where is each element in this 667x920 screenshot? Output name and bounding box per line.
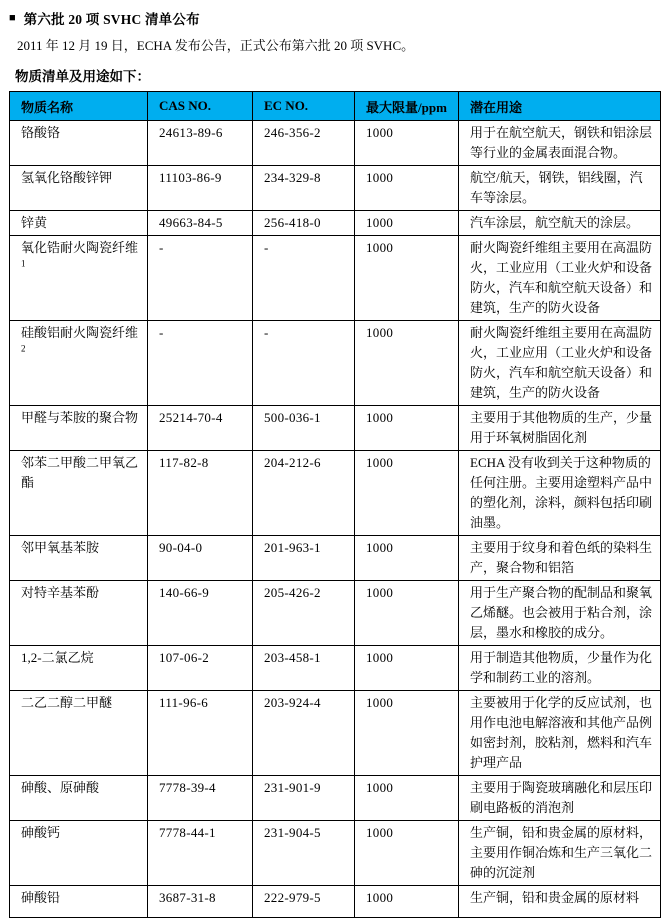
substance-row (10, 236, 661, 321)
ec-cell: 500-036-1 (253, 406, 355, 451)
cas-cell: 11103-86-9 (148, 166, 253, 211)
col-header-ec-no: EC NO. (253, 92, 355, 121)
cas-cell: 7778-44-1 (148, 821, 253, 886)
ec-cell: 231-904-5 (253, 821, 355, 886)
limit-cell: 1000 (355, 886, 459, 918)
col-header-substance-name: 物质名称 (10, 92, 148, 121)
use-cell: 汽车涂层，航空航天的涂层。 (459, 211, 661, 236)
limit-cell: 1000 (355, 776, 459, 821)
substance-row (10, 886, 661, 918)
substance-row (10, 581, 661, 646)
ec-cell: 205-426-2 (253, 581, 355, 646)
limit-cell: 1000 (355, 121, 459, 166)
substance-row (10, 821, 661, 886)
limit-cell: 1000 (355, 646, 459, 691)
ec-cell: 203-458-1 (253, 646, 355, 691)
ec-cell: 222-979-5 (253, 886, 355, 918)
cas-cell: 24613-89-6 (148, 121, 253, 166)
use-cell: ECHA 没有收到关于这种物质的任何注册。主要用途塑料产品中的塑化剂，涂料，颜料包括印刷油墨。 (459, 451, 661, 536)
list-subtitle: 物质清单及用途如下： (15, 69, 150, 84)
use-cell: 主要用于其他物质的生产，少量用于环氧树脂固化剂 (459, 406, 661, 451)
cas-cell: 117-82-8 (148, 451, 253, 536)
limit-cell: 1000 (355, 581, 459, 646)
footnote-marker: 2 (21, 343, 26, 354)
substance-row (10, 166, 661, 211)
substance-name-cell: 邻甲氧基苯胺 (10, 536, 148, 581)
cas-cell: 7778-39-4 (148, 776, 253, 821)
cas-cell: 107-06-2 (148, 646, 253, 691)
substance-name-cell: 二乙二醇二甲醚 (10, 691, 148, 776)
cas-cell: 90-04-0 (148, 536, 253, 581)
limit-cell: 1000 (355, 211, 459, 236)
substance-row (10, 321, 661, 406)
limit-cell: 1000 (355, 451, 459, 536)
substance-name-cell: 硅酸铝耐火陶瓷纤维$^2$ (10, 321, 148, 406)
ec-cell: 256-418-0 (253, 211, 355, 236)
substance-name-cell: 甲醛与苯胺的聚合物 (10, 406, 148, 451)
substance-name-cell: 砷酸、原砷酸 (10, 776, 148, 821)
intro-text: 2011 年 12 月 19 日，ECHA 发布公告，正式公布第六批 20 项 SVHC。 (17, 38, 415, 53)
use-cell: 主要用于陶瓷玻璃融化和层压印刷电路板的消泡剂 (459, 776, 661, 821)
limit-cell: 1000 (355, 536, 459, 581)
substance-row (10, 691, 661, 776)
footnote-marker: 1 (21, 258, 26, 269)
use-cell: 用于制造其他物质，少量作为化学和制药工业的溶剂。 (459, 646, 661, 691)
limit-cell: 1000 (355, 166, 459, 211)
use-cell: 用于在航空航天，钢铁和铝涂层等行业的金属表面混合物。 (459, 121, 661, 166)
col-header-max-limit: 最大限量/ppm (355, 92, 459, 121)
page-title: 第六批 20 项 SVHC 清单公布 (23, 12, 200, 27)
substance-name-cell: 铬酸铬 (10, 121, 148, 166)
ec-cell: 234-329-8 (253, 166, 355, 211)
use-cell: 生产铜，铅和贵金属的原材料，主要用作铜冶炼和生产三氧化二砷的沉淀剂 (459, 821, 661, 886)
substance-name-cell: 氧化锆耐火陶瓷纤维$^1$ (10, 236, 148, 321)
col-header-cas-no: CAS NO. (148, 92, 253, 121)
substance-row (10, 121, 661, 166)
substance-name-cell: 砷酸钙 (10, 821, 148, 886)
use-cell: 主要被用于化学的反应试剂，也用作电池电解溶液和其他产品例如密封剂，胶粘剂，燃料和汽车护理产品 (459, 691, 661, 776)
limit-cell: 1000 (355, 236, 459, 321)
substance-row (10, 451, 661, 536)
section-heading (9, 8, 659, 28)
cas-cell: 111-96-6 (148, 691, 253, 776)
substance-row (10, 646, 661, 691)
ec-cell: 201-963-1 (253, 536, 355, 581)
table-header-row (10, 92, 661, 121)
limit-cell: 1000 (355, 691, 459, 776)
substance-row (10, 406, 661, 451)
substance-name-cell: 锌黄 (10, 211, 148, 236)
cas-cell: - (148, 321, 253, 406)
substance-name-cell: 对特辛基苯酚 (10, 581, 148, 646)
cas-cell: 140-66-9 (148, 581, 253, 646)
limit-cell: 1000 (355, 406, 459, 451)
cas-cell: 25214-70-4 (148, 406, 253, 451)
ec-cell: - (253, 236, 355, 321)
ec-cell: 246-356-2 (253, 121, 355, 166)
cas-cell: 49663-84-5 (148, 211, 253, 236)
cas-cell: - (148, 236, 253, 321)
ec-cell: - (253, 321, 355, 406)
use-cell: 航空/航天，钢铁，铝线圈，汽车等涂层。 (459, 166, 661, 211)
cas-cell: 3687-31-8 (148, 886, 253, 918)
substances-table (9, 91, 661, 918)
ec-cell: 203-924-4 (253, 691, 355, 776)
ec-cell: 231-901-9 (253, 776, 355, 821)
substance-name-cell: 1,2-二氯乙烷 (10, 646, 148, 691)
substance-row (10, 776, 661, 821)
limit-cell: 1000 (355, 321, 459, 406)
substance-name-cell: 邻苯二甲酸二甲氧乙酯 (10, 451, 148, 536)
square-bullet-icon: ■ (9, 11, 16, 24)
substance-name-cell: 砷酸铅 (10, 886, 148, 918)
use-cell: 主要用于纹身和着色纸的染料生产，聚合物和铝箔 (459, 536, 661, 581)
use-cell: 耐火陶瓷纤维组主要用在高温防火，工业应用（工业火炉和设备防火，汽车和航空航天设备）和建筑，生产的防火设备 (459, 236, 661, 321)
col-header-potential-use: 潜在用途 (459, 92, 661, 121)
use-cell: 用于生产聚合物的配制品和聚氧乙烯醚。也会被用于粘合剂，涂层，墨水和橡胶的成分。 (459, 581, 661, 646)
substance-row (10, 211, 661, 236)
substance-name-cell: 氢氧化铬酸锌钾 (10, 166, 148, 211)
ec-cell: 204-212-6 (253, 451, 355, 536)
limit-cell: 1000 (355, 821, 459, 886)
use-cell: 耐火陶瓷纤维组主要用在高温防火，工业应用（工业火炉和设备防火，汽车和航空航天设备）和建筑，生产的防火设备 (459, 321, 661, 406)
substance-row (10, 536, 661, 581)
use-cell: 生产铜，铅和贵金属的原材料 (459, 886, 661, 918)
